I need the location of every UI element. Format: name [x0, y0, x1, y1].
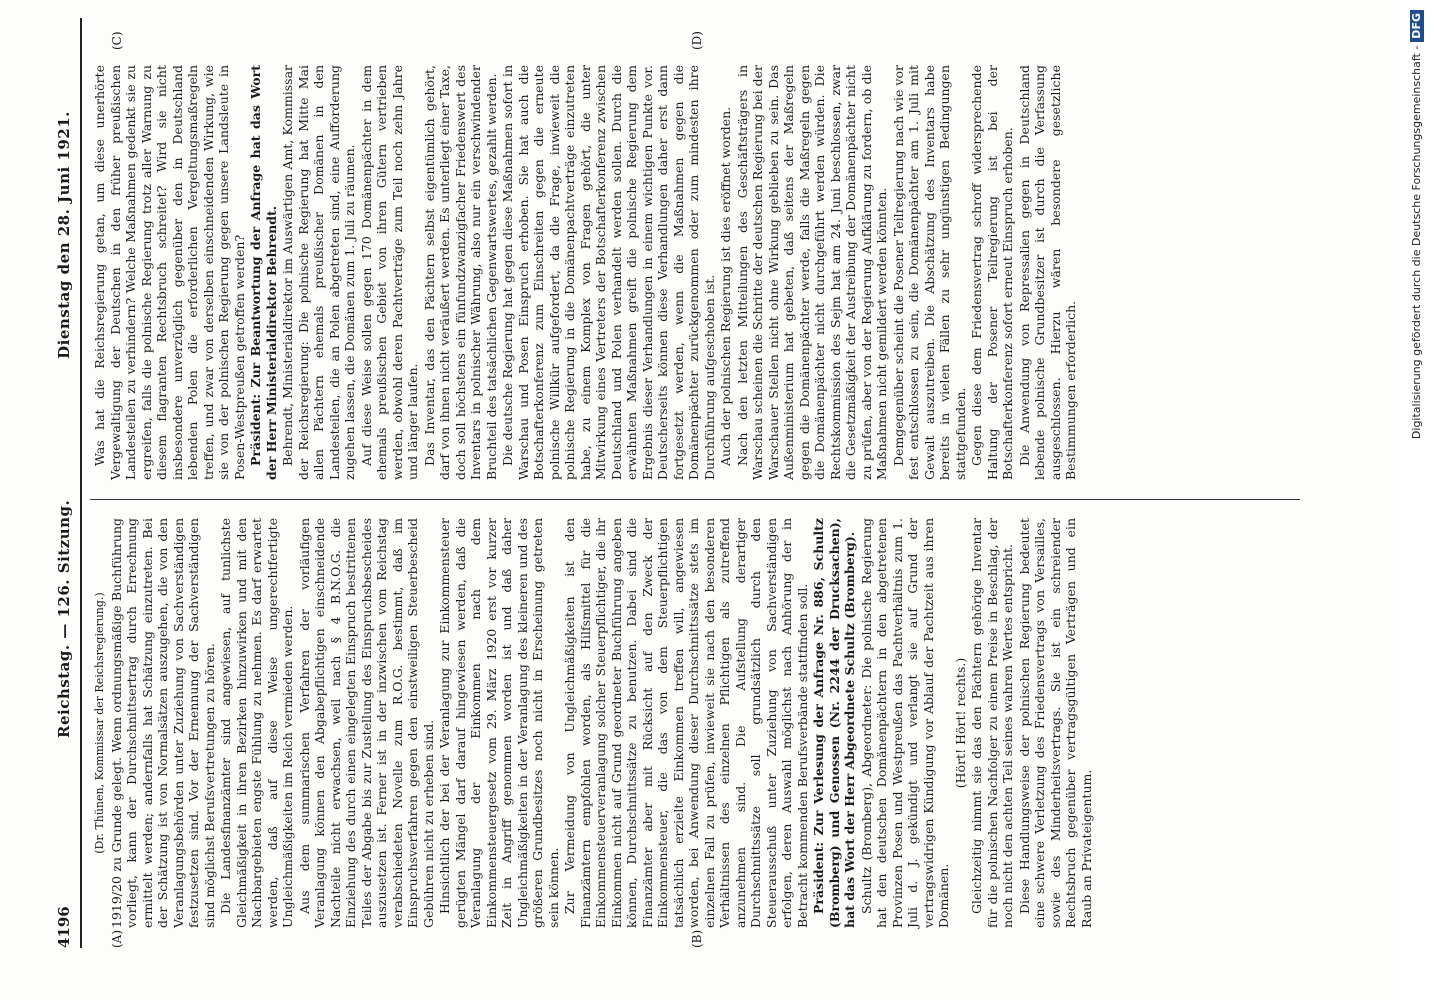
paragraph: Was hat die Reichsregierung getan, um diese unerhörte Vergewaltigung der Deutschen in den früher preußischen Landesteilen zu verhindern? Welche Maßnahmen gedenkt sie zu ergreifen, falls die polnische Regierung trotz aller Warnung zu diesem flagranten Rechtsbruch schreitet? Wird sie nicht insbesondere unverzüglich gegenüber den in Deutschland lebenden Polen die erforderlichen Vergeltungsmaßregeln treffen, und zwar von derselben einschneidenden Wirkung, wie sie von der polnischen Regierung gegen unsere Landsleute in Posen-Westpreußen getroffen werden?	[92, 65, 247, 480]
margin-mark-d: (D)	[690, 31, 704, 50]
paragraph: Diese Handlungsweise der polnischen Regierung bedeutet eine schwere Verletzung des Friedensvertrags von Versailles, sowie des Minderheitsvertrags. Sie ist ein schreiender Rechtsbruch gegenüber vertragsgültigen Verträgen und ein Raub an Privateigentum.	[1016, 518, 1094, 928]
margin-mark-a: (A)	[110, 929, 124, 948]
right-page-header: Dienstag den 28. Juni 1921.	[55, 111, 73, 359]
paragraph: Aus dem summarischen Verfahren der vorläufigen Veranlagung können den Abgabepflichtigen einschneidende Nachteile nicht erwachsen, weil nach § 4 B.N.O.G. die Einziehung des durch einen eingelegten Einspruch bestrittenen Teiles der Abgabe bis zur Zustellung des Einspruchsbescheides auszusetzen ist. Ferner ist in der inzwischen vom Reichstag verabschiedeten Novelle zum R.O.G. bestimmt, daß im Einspruchsverfahren gegen den einstweiligen Steuerbescheid Gebühren nicht zu erheben sind.	[296, 518, 436, 928]
interjection: (Hört! Hört! rechts.)	[952, 657, 968, 789]
column-separator	[90, 499, 1300, 500]
paragraph: Auch der polnischen Regierung ist dies eröffnet worden.	[718, 106, 733, 466]
paragraph: Auf diese Weise sollen gegen 170 Domänenpächter in dem ehemals preußischen Gebiet von ihren Gütern vertrieben werden, obwohl deren Pachtverträge zum Teil noch zehn Jahre und länger laufen.	[358, 65, 420, 480]
speaker-paragraph: Schultz (Bromberg), Abgeordneter: Die polnische Regierung hat den deutschen Domänenpächtern in den abgetretenen Provinzen Posen und Westpreußen das Pachtverhältnis zum 1. Juli d. J. gekündigt und verlangt sie auf Grund der vertragswidrigen Kündigung vor Ablauf der Pachtzeit aus ihren Domänen.	[858, 518, 951, 928]
speaker-paragraph: Behrendt, Ministerialdirektor im Auswärtigen Amt, Kommissar der Reichsregierung: Die polnische Regierung hat Mitte Mai allen Pächtern ehemals preußischer Domänen in den Landesteilen, die an Polen abgetreten sind, eine Aufforderung zugehen lassen, die Domänen zum 1. Juli zu räumen.	[280, 65, 357, 480]
digitization-credit-bar	[1400, 0, 1434, 1000]
margin-mark-b: (B)	[690, 929, 704, 948]
paragraph: Gegen diese dem Friedensvertrag schroff widersprechende Haltung der Posener Teilregierung ist bei der Botschafterkonferenz sofort erneut Einspruch erhoben.	[969, 65, 1015, 480]
paragraph: Die deutsche Regierung hat gegen diese Maßnahmen sofort in Warschau und Posen Einspruch erhoben. Sie hat auch die Botschafterkonferenz zum Einschreiten gegen die erneute polnische Willkür aufgefordert, da die Frage, inwieweit die polnische Regierung in die Domänenpachtverträge einzutreten habe, zu einem Komplex von Fragen gehört, die unter Mitwirkung eines Vertreters der Botschafterkonferenz zwischen Deutschland und Polen verhandelt werden sollen. Durch die erwähnten Maßnahmen greift die polnische Regierung dem Ergebnis dieser Verhandlungen in einem wichtigen Punkte vor. Deutscherseits können diese Verhandlungen daher erst dann fortgesetzt werden, wenn die Maßnahmen gegen die Domänenpächter zurückgenommen oder zum mindesten ihre Durchführung aufgeschoben ist.	[500, 65, 717, 480]
margin-mark-c: (C)	[110, 31, 124, 50]
dfg-logo: DFG	[1410, 10, 1424, 42]
page-number: 4196	[55, 906, 73, 948]
paragraph: Nach den letzten Mitteilungen des Geschäftsträgers in Warschau scheinen die Schritte der deutschen Regierung bei der Warschauer Stellen nicht ohne Wirkung geblieben zu sein. Das Außenministerium hat gebeten, daß seitens der Maßregeln gegen die Domänenpächter werde, falls die Maßregeln gegen die Domänenpächter nicht durchgeführt werden würden. Die Rechtskommission des Sejm hat am 24. Juni beschlossen, zwar die Gesetzmäßigkeit der Austreibung der Domänenpächter nicht zu prüfen, aber von der Regierung Aufklärung zu fordern, ob die Maßnahmen nicht gemildert werden könnten.	[734, 65, 889, 480]
paragraph: Hinsichtlich der bei der Veranlagung zur Einkommensteuer gerügten Mängel darf darauf hingewiesen werden, daß die Veranlagung der Einkommen nach dem Einkommensteuergesetz vom 29. März 1920 erst vor kurzer Zeit in Angriff genommen worden ist und daß daher Ungleichmäßigkeiten in der Veranlagung des kleineren und des größeren Grundbesitzes noch nicht in Erscheinung getreten sein können.	[437, 518, 561, 928]
session-title: Reichstag. — 126. Sitzung.	[55, 499, 73, 738]
president-remark: Präsident: Zur Beantwortung der Anfrage hat das Wort der Herr Ministerialdirektor Behrendt.	[248, 65, 279, 480]
paragraph: Gleichzeitig nimmt sie das den Pächtern gehörige Inventar für die polnischen Nachfolger zu einem Preise in Beschlag, der noch nicht den achten Teil seines wahren Wertes entspricht.	[969, 518, 1015, 928]
credit-line	[1400, 0, 1434, 1000]
left-text-column	[92, 518, 1095, 928]
speaker-note: (Dr. Thünen, Kommissar der Reichsregierung.)	[93, 592, 106, 854]
right-text-column	[92, 65, 1080, 480]
paragraph: Demgegenüber scheint die Posener Teilregierung nach wie vor fest entschlossen zu sein, die Domänenpächter am 1. Juli mit Gewalt auszutreiben. Die Abschätzung des Inventars habe bereits in vielen Fällen zu sehr ungünstigen Bedingungen stattgefunden.	[890, 65, 968, 480]
president-remark: Präsident: Zur Verlesung der Anfrage Nr. 886, Schultz (Bromberg) und Genossen (Nr. 2244 der Drucksachen), hat das Wort der Herr Abgeordnete Schultz (Bromberg).	[811, 518, 857, 928]
paragraph: Die Landesfinanzämter sind angewiesen, auf tunlichste Gleichmäßigkeit in ihren Bezirken hinzuwirken und mit den Nachbargebieten engste Fühlung zu nehmen. Es darf erwartet werden, daß auf diese Weise ungerechtfertigte Ungleichmäßigkeiten im Reich vermieden werden.	[218, 518, 295, 928]
paragraph: Die Anwendung von Repressalien gegen in Deutschland lebende polnische Grundbesitzer ist durch die Verfassung ausgeschlossen. Hierzu wären besondere gesetzliche Bestimmungen erforderlich.	[1016, 65, 1078, 480]
paragraph: Zur Vermeidung von Ungleichmäßigkeiten ist den Finanzämtern empfohlen worden, als Hilfsmittel für die Einkommensteuerveranlagung solcher Steuerpflichtiger, die ihr Einkommen nicht auf Grund geordneter Buchführung angeben können, Durchschnittssätze zu benutzen. Dabei sind die Finanzämter aber mit Rücksicht auf den Zweck der Einkommensteuer, die das von dem Steuerpflichtigen tatsächlich erzielte Einkommen treffen will, angewiesen worden, bei Anwendung dieser Durchschnittssätze stets im einzelnen Fall zu prüfen, inwieweit sie nach den besonderen Verhältnissen des einzelnen Pflichtigen als zutreffend anzunehmen sind. Die Aufstellung derartiger Durchschnittssätze soll grundsätzlich durch den Steuerausschuß unter Zuziehung von Sachverständigen erfolgen, deren Auswahl möglichst nach Anhörung der in Betracht kommenden Berufsverbände stattfinden soll.	[562, 518, 810, 928]
credit-text: Digitalisierung gefördert durch die Deutsche Forschungsgemeinschaft -	[1410, 45, 1423, 440]
paragraph: Das Inventar, das den Pächtern selbst eigentümlich gehört, darf von ihnen nicht veräußert werden. Es unterliegt einer Taxe, doch soll höchstens ein fünfundzwanzigfacher Friedenswert des Inventars in polnischer Währung, also nur ein verschwindender Bruchteil des tatsächlichen Gegenwartswertes, gezahlt werden.	[421, 65, 499, 480]
paragraph: 1919/20 zu Grunde gelegt. Wenn ordnungsmäßige Buchführung vorliegt, kann der Durchschnittsertrag durch Errechnung ermittelt werden; andernfalls hat Schätzung einzutreten. Bei der Schätzung ist von Normalsätzen auszugehen, die von den Veranlagungsbehörden unter Zuziehung von Sachverständigen festzusetzen sind. Vor der Ernennung der Sachverständigen sind möglichst Berufsvertretungen zu hören.	[108, 518, 217, 928]
header-rule	[80, 18, 82, 948]
